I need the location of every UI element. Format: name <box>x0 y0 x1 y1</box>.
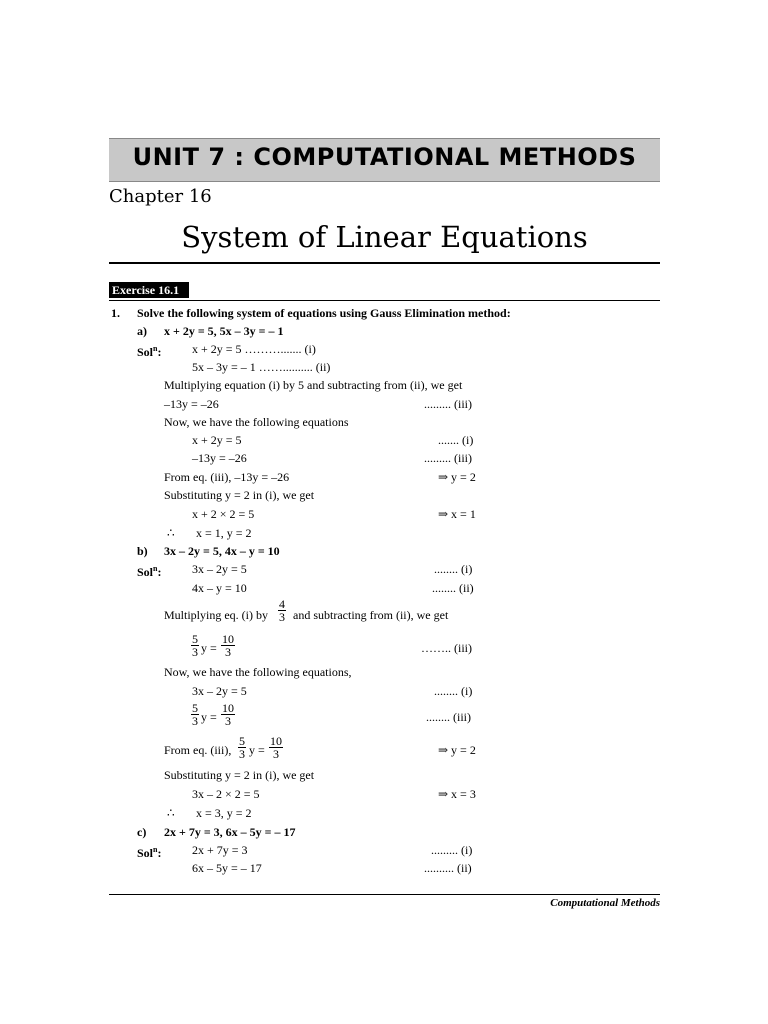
unit-banner <box>109 138 660 182</box>
part-a-step3: From eq. (iii), –13y = –26 <box>164 470 290 484</box>
part-a-eq6: x + 2 × 2 = 5 <box>192 507 255 521</box>
part-a-eq4: x + 2y = 5 <box>192 433 242 447</box>
part-a-eq4-tag: ....... (i) <box>438 433 474 447</box>
part-a-sol-label: Sol$^n$: <box>137 344 162 359</box>
part-b-eq4-tag: ........ (i) <box>434 684 473 698</box>
part-a-result-y: ⇒ y = 2 <box>438 470 476 484</box>
part-a-step1: Multiplying equation (i) by 5 and subtracting from (ii), we get <box>164 378 463 392</box>
part-a-label: a) <box>137 324 147 338</box>
part-a-step4: Substituting y = 2 in (i), we get <box>164 488 315 502</box>
part-b-step1-post: and subtracting from (ii), we get <box>293 608 449 622</box>
part-b-label: b) <box>137 544 148 558</box>
exercise-label: Exercise 16.1 <box>109 282 189 298</box>
part-b-answer: x = 3, y = 2 <box>196 806 252 820</box>
fraction: $\frac{5}{3}$ <box>239 734 245 761</box>
question-text: Solve the following system of equations using Gauss Elimination method: <box>137 306 511 320</box>
part-c-problem: 2x + 7y = 3, 6x – 5y = – 17 <box>164 825 296 839</box>
footer-rule <box>109 894 660 895</box>
part-b-step3-mid: y = <box>249 743 265 757</box>
part-b-step1-pre: Multiplying eq. (i) by <box>164 608 268 622</box>
part-b-eq3-tag: …….. (iii) <box>421 641 472 655</box>
part-a-eq2: 5x – 3y = – 1 …….......... (ii) <box>192 360 331 374</box>
fraction: $\frac{10}{3}$ <box>222 632 234 659</box>
part-a-eq3: –13y = –26 <box>164 397 219 411</box>
part-b-step2: Now, we have the following equations, <box>164 665 352 679</box>
part-c-eq1: 2x + 7y = 3 <box>192 843 248 857</box>
chapter-heading: Chapter 16 <box>109 186 212 207</box>
part-b-step4: Substituting y = 2 in (i), we get <box>164 768 315 782</box>
part-a-problem: x + 2y = 5, 5x – 3y = – 1 <box>164 324 284 338</box>
part-b-result-y: ⇒ y = 2 <box>438 743 476 757</box>
part-b-eq5-mid: y = <box>201 710 217 724</box>
part-c-eq1-tag: ......... (i) <box>431 843 473 857</box>
part-a-eq5-tag: ......... (iii) <box>424 451 472 465</box>
part-a-answer: x = 1, y = 2 <box>196 526 252 540</box>
part-b-result-x: ⇒ x = 3 <box>438 787 476 801</box>
part-b-problem: 3x – 2y = 5, 4x – y = 10 <box>164 544 280 558</box>
page-footer: Computational Methods <box>550 897 660 909</box>
part-a-step2: Now, we have the following equations <box>164 415 349 429</box>
part-c-eq2-tag: .......... (ii) <box>424 861 472 875</box>
therefore-symbol: ∴ <box>167 526 175 540</box>
exercise-rule <box>109 300 660 301</box>
part-b-eq3-mid: y = <box>201 641 217 655</box>
part-c-eq2: 6x – 5y = – 17 <box>192 861 262 875</box>
fraction: $\frac{4}{3}$ <box>279 597 285 624</box>
fraction: $\frac{10}{3}$ <box>270 734 282 761</box>
part-b-eq2-tag: ........ (ii) <box>432 581 474 595</box>
fraction: $\frac{10}{3}$ <box>222 701 234 728</box>
title-rule <box>109 262 660 264</box>
part-b-eq5-tag: ........ (iii) <box>426 710 471 724</box>
part-b-eq4: 3x – 2y = 5 <box>192 684 247 698</box>
part-c-label: c) <box>137 825 147 839</box>
page-title: System of Linear Equations <box>181 220 588 254</box>
part-b-eq1-tag: ........ (i) <box>434 562 473 576</box>
therefore-symbol: ∴ <box>167 806 175 820</box>
fraction: $\frac{5}{3}$ <box>192 632 198 659</box>
part-b-sol-label: Sol$^n$: <box>137 564 162 579</box>
unit-title: UNIT 7 : COMPUTATIONAL METHODS <box>132 143 637 171</box>
part-b-eq2: 4x – y = 10 <box>192 581 247 595</box>
part-a-result-x: ⇒ x = 1 <box>438 507 476 521</box>
part-c-sol-label: Sol$^n$: <box>137 845 162 860</box>
part-b-eq6: 3x – 2 × 2 = 5 <box>192 787 260 801</box>
part-a-eq1: x + 2y = 5 ………....... (i) <box>192 342 316 356</box>
part-a-eq5: –13y = –26 <box>192 451 247 465</box>
question-number: 1. <box>111 306 120 320</box>
part-b-eq1: 3x – 2y = 5 <box>192 562 247 576</box>
part-a-eq3-tag: ......... (iii) <box>424 397 472 411</box>
fraction: $\frac{5}{3}$ <box>192 701 198 728</box>
part-b-step3-pre: From eq. (iii), <box>164 743 232 757</box>
